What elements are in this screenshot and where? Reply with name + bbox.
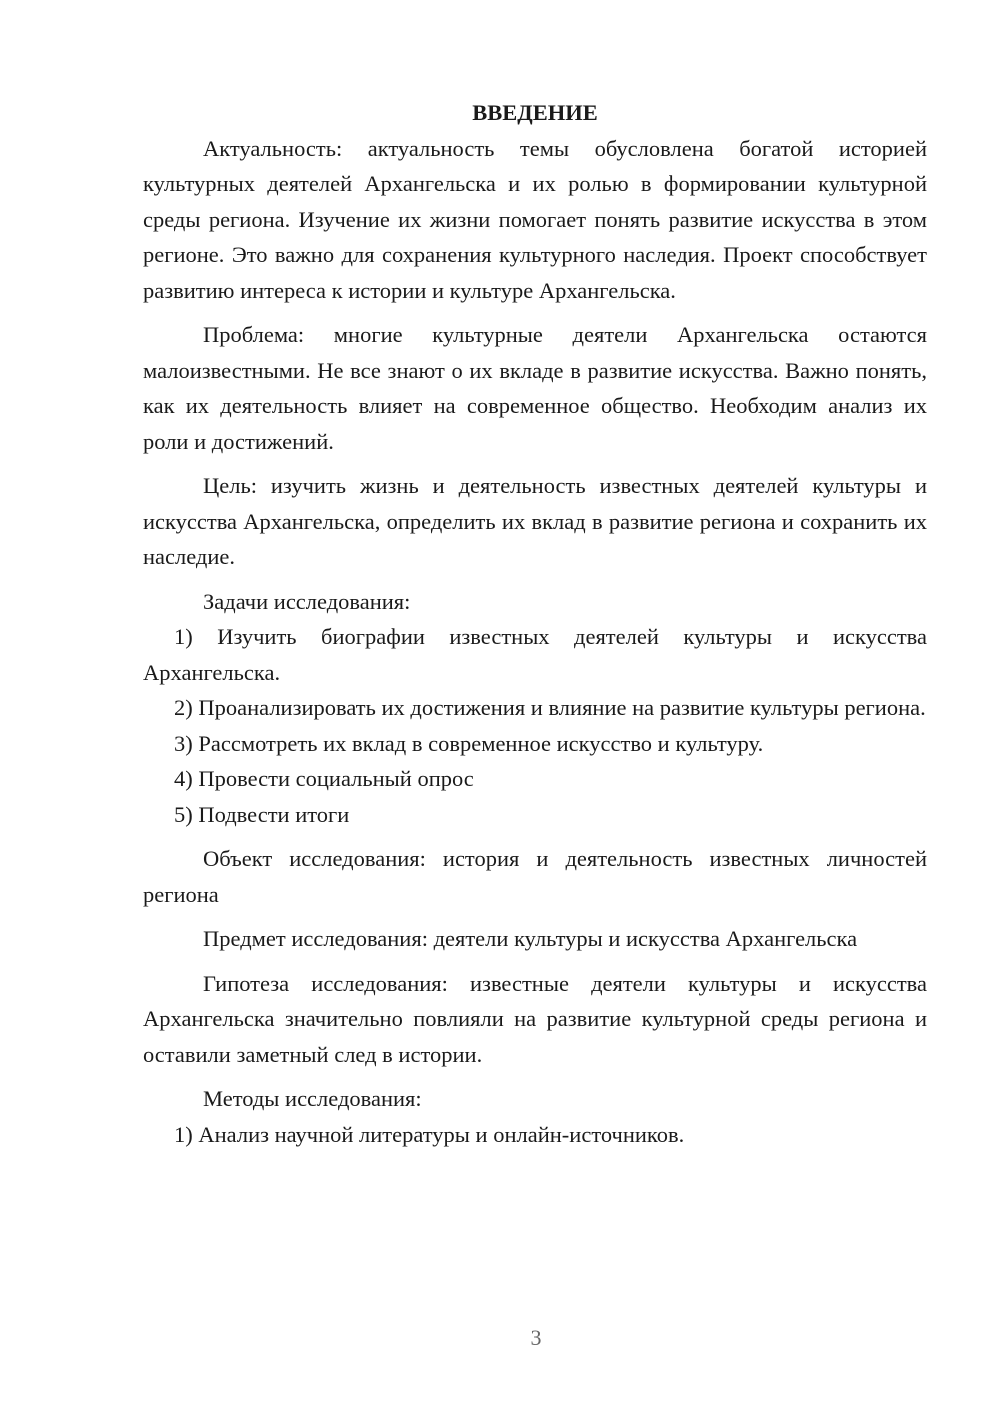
subject-paragraph: Предмет исследования: деятели культуры и искусства Архангельска <box>203 926 858 951</box>
methods-heading: Методы исследования: <box>203 1086 422 1111</box>
page-title: ВВЕДЕНИЕ <box>472 100 598 125</box>
task-item: 4) Провести социальный опрос <box>174 766 474 791</box>
hypothesis-paragraph: Гипотеза исследования: известные деятели культуры и искусства Архангельска значительно повлияли на развитие культурной среды региона и оставили заметный след в истории. <box>143 970 927 1067</box>
tasks-heading: Задачи исследования: <box>203 588 411 614</box>
task-item: 2) Проанализировать их достижения и влияние на развитие культуры региона. <box>174 695 926 720</box>
page-number: 3 <box>530 1325 542 1350</box>
method-item: 1) Анализ научной литературы и онлайн-источников. <box>174 1121 685 1147</box>
task-item: 1) Изучить биографии известных деятелей культуры и искусства Архангельска. <box>143 624 927 685</box>
object-paragraph: Объект исследования: история и деятельность известных личностей региона <box>143 846 927 907</box>
goal-paragraph: Цель: изучить жизнь и деятельность известных деятелей культуры и искусства Архангельска, определить их вклад в развитие региона и сохранить их наследие. <box>143 473 927 569</box>
task-item: 5) Подвести итоги <box>174 801 350 827</box>
document-page <box>143 95 927 1152</box>
task-item: 3) Рассмотреть их вклад в современное искусство и культуру. <box>174 730 764 756</box>
problem-paragraph: Проблема: многие культурные деятели Архангельска остаются малоизвестными. Не все знают о их вкладе в развитие искусства. Важно понять, как их деятельность влияет на современное общество. Необходим анализ их роли и достижений. <box>143 322 927 454</box>
relevance-paragraph: Актуальность: актуальность темы обусловлена богатой историей культурных деятелей Архангельска и их ролью в формировании культурной среды региона. Изучение их жизни помогает понять развитие искусства в этом регионе. Это важно для сохранения культурного наследия. Проект способствует развитию интереса к истории и культуре Архангельска. <box>143 135 927 303</box>
